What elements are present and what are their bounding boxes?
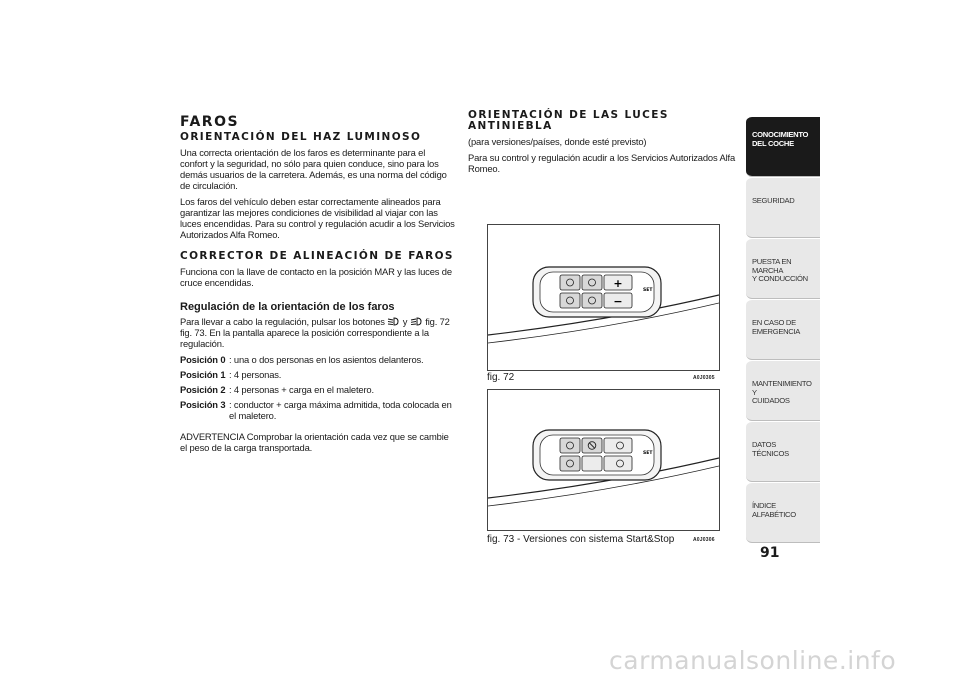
startstop-switch-panel-illustration: [488, 390, 719, 530]
subheading-regulation: Regulación de la orientación de los faros: [180, 301, 395, 313]
figure-73: [487, 389, 720, 531]
svg-text:SET: SET: [643, 288, 653, 293]
svg-text:SET: SET: [643, 451, 653, 456]
position-row: Posición 3 : conductor + carga máxima admitida, toda colocada en el maletero.: [180, 399, 452, 421]
paragraph-warning: ADVERTENCIA Comprobar la orientación cada vez que se cambie el peso de la carga transportada.: [180, 431, 449, 453]
figure-72: [487, 224, 720, 371]
tab-en-caso-de-emergencia[interactable]: EN CASO DE EMERGENCIA: [746, 299, 820, 360]
headlight-up-icon: [410, 317, 423, 326]
position-row: Posición 0 : una o dos personas en los asientos delanteros.: [180, 354, 424, 365]
page-number: 91: [760, 545, 780, 561]
heading-foglight-orientation: ORIENTACIÓN DE LAS LUCES ANTINIEBLA: [468, 109, 669, 132]
left-column: [180, 110, 455, 458]
note-versions: (para versiones/países, donde esté previsto): [468, 136, 647, 147]
paragraph-beam-1: Una correcta orientación de los faros es determinante para el confort y la seguridad, no sólo para quien conduce, sino para los demás usuarios de la carretera. Además, es una norma del código de circulación.: [180, 147, 447, 191]
paragraph-regulation: Para llevar a cabo la regulación, pulsar los botones y fig. 72 fig. 73. En la pantalla aparece la posición correspondiente a la regulación.: [180, 316, 450, 349]
figure-73-code: A0J0306: [693, 537, 715, 543]
paragraph-corrector: Funciona con la llave de contacto en la posición MAR y las luces de cruce encendidas.: [180, 266, 452, 288]
heading-alignment-corrector: CORRECTOR DE ALINEACIÓN DE FAROS: [180, 250, 454, 262]
chapter-tabs: [746, 116, 820, 543]
figure-72-code: A0J0305: [693, 375, 715, 381]
tab-indice-alfabetico[interactable]: ÍNDICE ALFABÉTICO: [746, 482, 820, 543]
headlight-switch-panel-illustration: [488, 225, 719, 370]
section-title-faros: FAROS: [180, 114, 240, 130]
watermark: carmanualsonline.info: [609, 646, 897, 675]
position-row: Posición 1 : 4 personas.: [180, 369, 282, 380]
figure-72-caption: fig. 72: [487, 372, 515, 383]
tab-datos-tecnicos[interactable]: DATOS TÉCNICOS: [746, 421, 820, 482]
right-column: [468, 110, 740, 179]
svg-text:−: −: [613, 295, 623, 308]
paragraph-beam-2: Los faros del vehículo deben estar correctamente alineados para garantizar las mejores condiciones de visibilidad al viajar con las luces encendidas. Para su control y regulación acudir a los Servicios Autorizados Alfa Romeo.: [180, 196, 455, 240]
tab-conocimiento-del-coche[interactable]: CONOCIMIENTO DEL COCHE: [746, 116, 820, 177]
headlight-down-icon: [387, 317, 400, 326]
tab-seguridad[interactable]: SEGURIDAD: [746, 177, 820, 238]
tab-puesta-en-marcha[interactable]: PUESTA EN MARCHA Y CONDUCCIÓN: [746, 238, 820, 299]
tab-mantenimiento[interactable]: MANTENIMIENTO Y CUIDADOS: [746, 360, 820, 421]
heading-beam-orientation: ORIENTACIÓN DEL HAZ LUMINOSO: [180, 131, 422, 143]
figure-73-caption: fig. 73 - Versiones con sistema Start&Stop: [487, 534, 675, 545]
svg-text:+: +: [613, 277, 623, 290]
position-row: Posición 2 : 4 personas + carga en el maletero.: [180, 384, 374, 395]
paragraph-foglight: Para su control y regulación acudir a los Servicios Autorizados Alfa Romeo.: [468, 152, 736, 174]
